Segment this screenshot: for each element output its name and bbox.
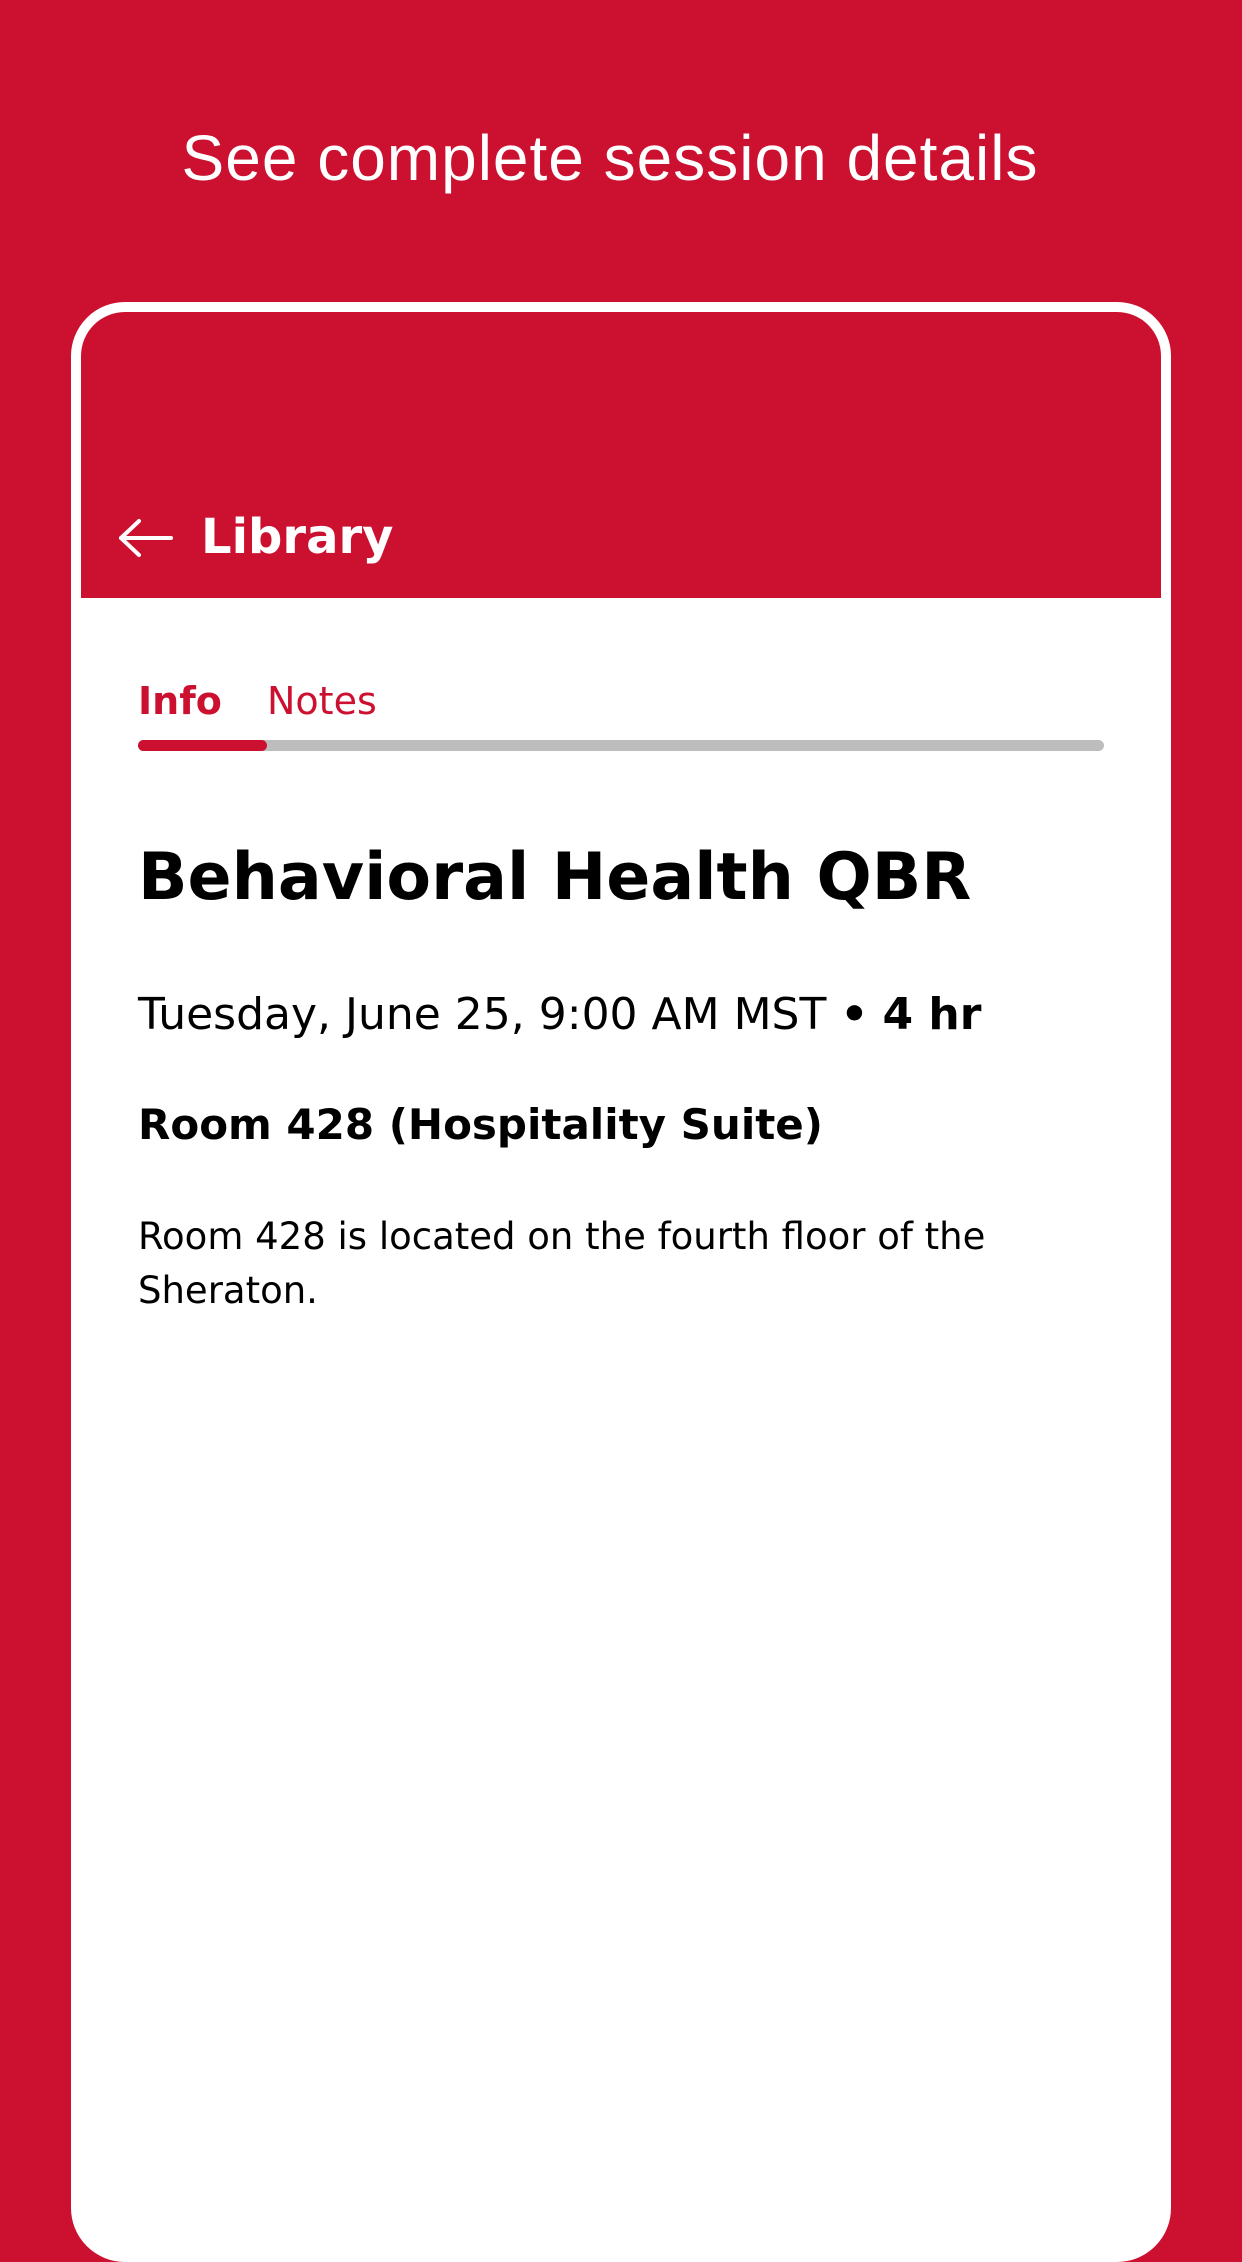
app-bar xyxy=(81,312,1161,598)
tab-bar xyxy=(138,676,1104,746)
tab-info[interactable]: Info xyxy=(138,679,222,723)
tab-active-indicator xyxy=(138,740,267,751)
session-date-time-text: Tuesday, June 25, 9:00 AM MST xyxy=(138,989,827,1040)
phone-frame xyxy=(71,302,1171,2262)
session-description: Room 428 is located on the fourth floor of the Sheraton. xyxy=(138,1215,986,1312)
promo-headline: See complete session details xyxy=(181,122,1039,194)
session-room: Room 428 (Hospitality Suite) xyxy=(138,1100,823,1149)
tab-track xyxy=(138,740,1104,751)
separator-bullet: • xyxy=(840,989,869,1040)
tab-notes[interactable]: Notes xyxy=(267,679,377,723)
back-to-library-link[interactable]: Library xyxy=(201,509,394,565)
session-duration: 4 hr xyxy=(882,989,982,1040)
arrow-left-icon[interactable] xyxy=(117,518,173,558)
session-datetime xyxy=(138,984,1118,1046)
session-title: Behavioral Health QBR xyxy=(138,840,972,915)
